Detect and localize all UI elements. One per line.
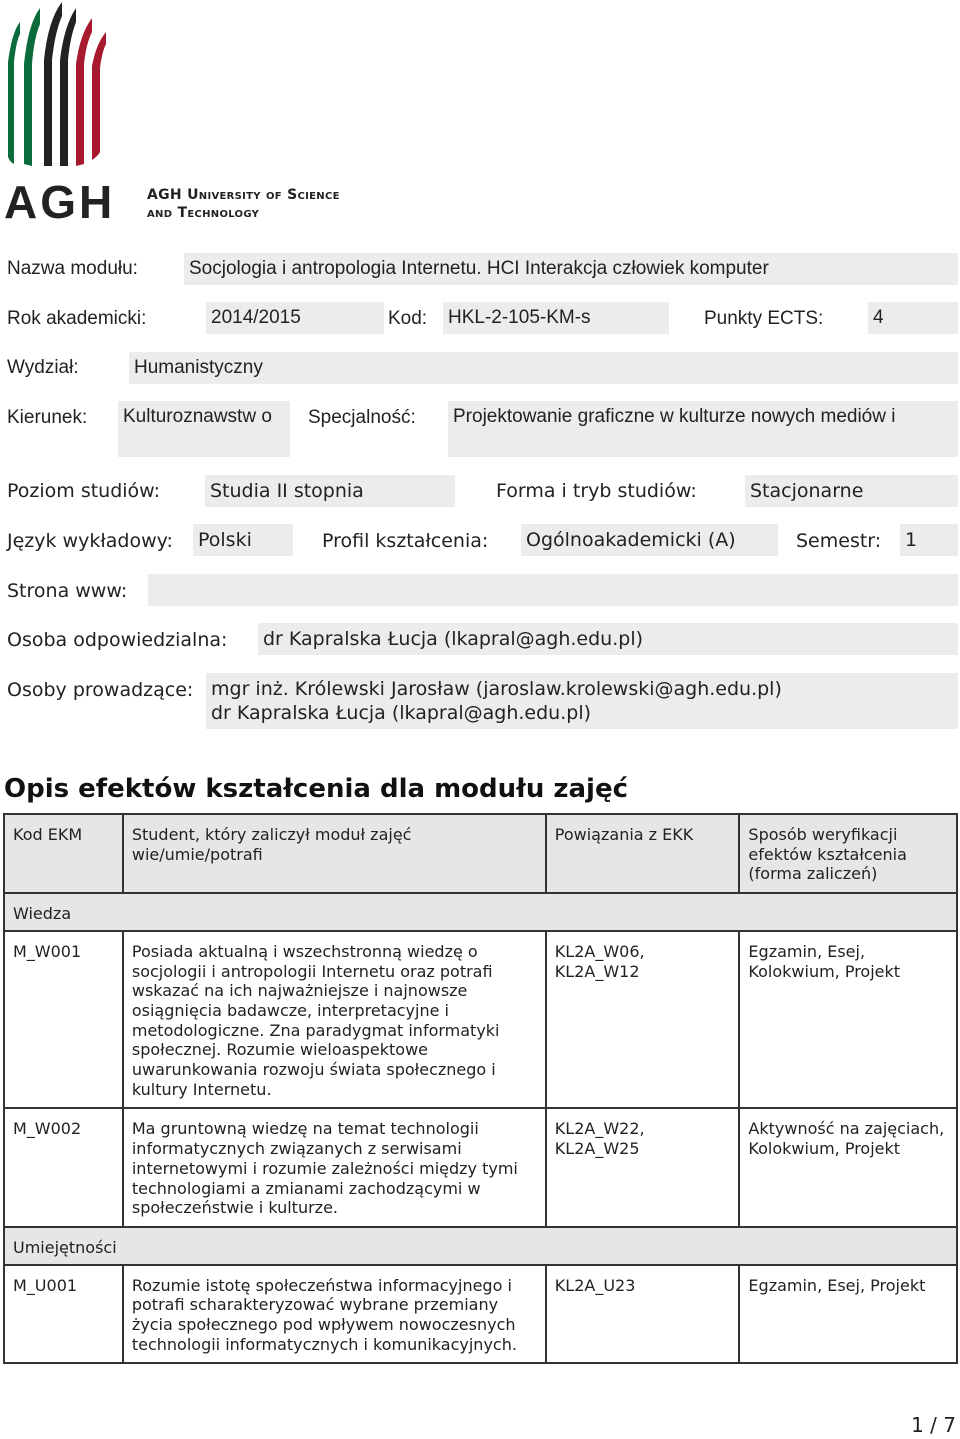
field-of-study-label: Kierunek: [7,407,88,428]
header-kod-ekm: Kod EKM [4,814,123,893]
module-name-value: Socjologia i antropologia Internetu. HCI Interakcja człowiek komputer [184,253,958,285]
learning-outcomes-table [3,813,958,1364]
page-number: 1 / 7 [911,1413,956,1437]
language-value: Polski [193,524,293,556]
logo-bar-black-2 [60,8,76,166]
row-opis: Ma gruntowną wiedzę na temat technologii informatycznych związanych z serwisami internetowymi i rozumie zależności między tymi technologiami a zmianami zachodzącymi w społeczeństwie i kulturze. [123,1108,546,1227]
table-row [4,931,957,1109]
agh-logo-mark [4,2,114,167]
responsible-person-value: dr Kapralska Łucja (lkapral@agh.edu.pl) [258,623,958,655]
ects-label: Punkty ECTS: [704,308,824,329]
row-kod: M_W002 [4,1108,123,1227]
study-level-label: Poziom studiów: [7,480,161,502]
instructor-2: dr Kapralska Łucja (lkapral@agh.edu.pl) [211,702,592,724]
category-wiedza: Wiedza [4,893,957,931]
responsible-person-label: Osoba odpowiedzialna: [7,629,228,651]
header-weryfikacja: Sposób weryfikacji efektów kształcenia (forma zaliczeń) [739,814,957,893]
field-of-study-value: Kulturoznawstw o [118,401,290,457]
specialization-label: Specjalność: [308,407,416,428]
row-weryfikacja: Egzamin, Esej, Kolokwium, Projekt [739,931,957,1109]
study-level-value: Studia II stopnia [205,475,455,507]
faculty-label: Wydział: [7,357,79,378]
website-value[interactable] [148,574,958,606]
row-opis: Rozumie istotę społeczeństwa informacyjnego i potrafi scharakteryzować wybrane przemiany życia społecznego pod wpływem nowoczesnych technologii informatycznych i komunikacyjnych. [123,1265,546,1364]
study-mode-label: Forma i tryb studiów: [496,480,697,502]
ects-value: 4 [868,302,958,334]
logo-bar-green-1 [8,22,20,164]
category-umiejetnosci: Umiejętności [4,1227,957,1265]
instructors-value [206,673,958,729]
code-value: HKL-2-105-KM-s [443,302,669,334]
logo-university-line1: AGH University of Science [147,187,340,203]
row-kod: M_W001 [4,931,123,1109]
row-ekk: KL2A_W22, KL2A_W25 [546,1108,740,1227]
row-weryfikacja: Aktywność na zajęciach, Kolokwium, Projekt [739,1108,957,1227]
header-ekk: Powiązania z EKK [546,814,740,893]
row-kod: M_U001 [4,1265,123,1364]
logo-bar-green-2 [24,8,40,166]
semester-label: Semestr: [796,530,882,552]
instructors-label: Osoby prowadzące: [7,679,194,701]
section-title: Opis efektów kształcenia dla modułu zajęć [4,774,629,804]
logo-university-line2: and Technology [147,205,260,221]
module-name-label: Nazwa modułu: [7,258,138,279]
logo-bar-red-2 [92,32,106,160]
instructor-1: mgr inż. Królewski Jarosław (jaroslaw.krolewski@agh.edu.pl) [211,678,782,700]
logo-bar-black-1 [44,2,62,166]
code-label: Kod: [388,308,428,329]
study-mode-value: Stacjonarne [745,475,958,507]
row-ekk: KL2A_W06, KL2A_W12 [546,931,740,1109]
profile-value: Ogólnoakademicki (A) [521,524,778,556]
logo-bar-red-1 [76,18,92,166]
semester-value: 1 [900,524,958,556]
category-row-wiedza [4,893,957,931]
row-ekk: KL2A_U23 [546,1265,740,1364]
category-row-umiejetnosci [4,1227,957,1265]
faculty-value: Humanistyczny [129,352,958,384]
row-opis: Posiada aktualną i wszechstronną wiedzę o socjologii i antropologii Internetu oraz potrafi wskazać na ich najważniejsze i najnowsze osiągnięcia badawcze, interpretacyjne i metodologiczne. Zna paradygmat informatyki społecznej. Rozumie wieloaspektowe uwarunkowania rozwoju świata społecznego i kultury Internetu. [123,931,546,1109]
table-row [4,1108,957,1227]
profile-label: Profil kształcenia: [322,530,489,552]
language-label: Język wykładowy: [7,530,173,552]
logo-university-name [147,186,340,222]
header-opis: Student, który zaliczył moduł zajęć wie/umie/potrafi [123,814,546,893]
row-weryfikacja: Egzamin, Esej, Projekt [739,1265,957,1364]
academic-year-label: Rok akademicki: [7,308,147,329]
academic-year-value: 2014/2015 [206,302,384,334]
table-header-row [4,814,957,893]
table-row [4,1265,957,1364]
website-label: Strona www: [7,580,128,602]
logo-agh-text: AGH [4,176,116,228]
specialization-value: Projektowanie graficzne w kulturze nowych mediów i [448,401,958,457]
